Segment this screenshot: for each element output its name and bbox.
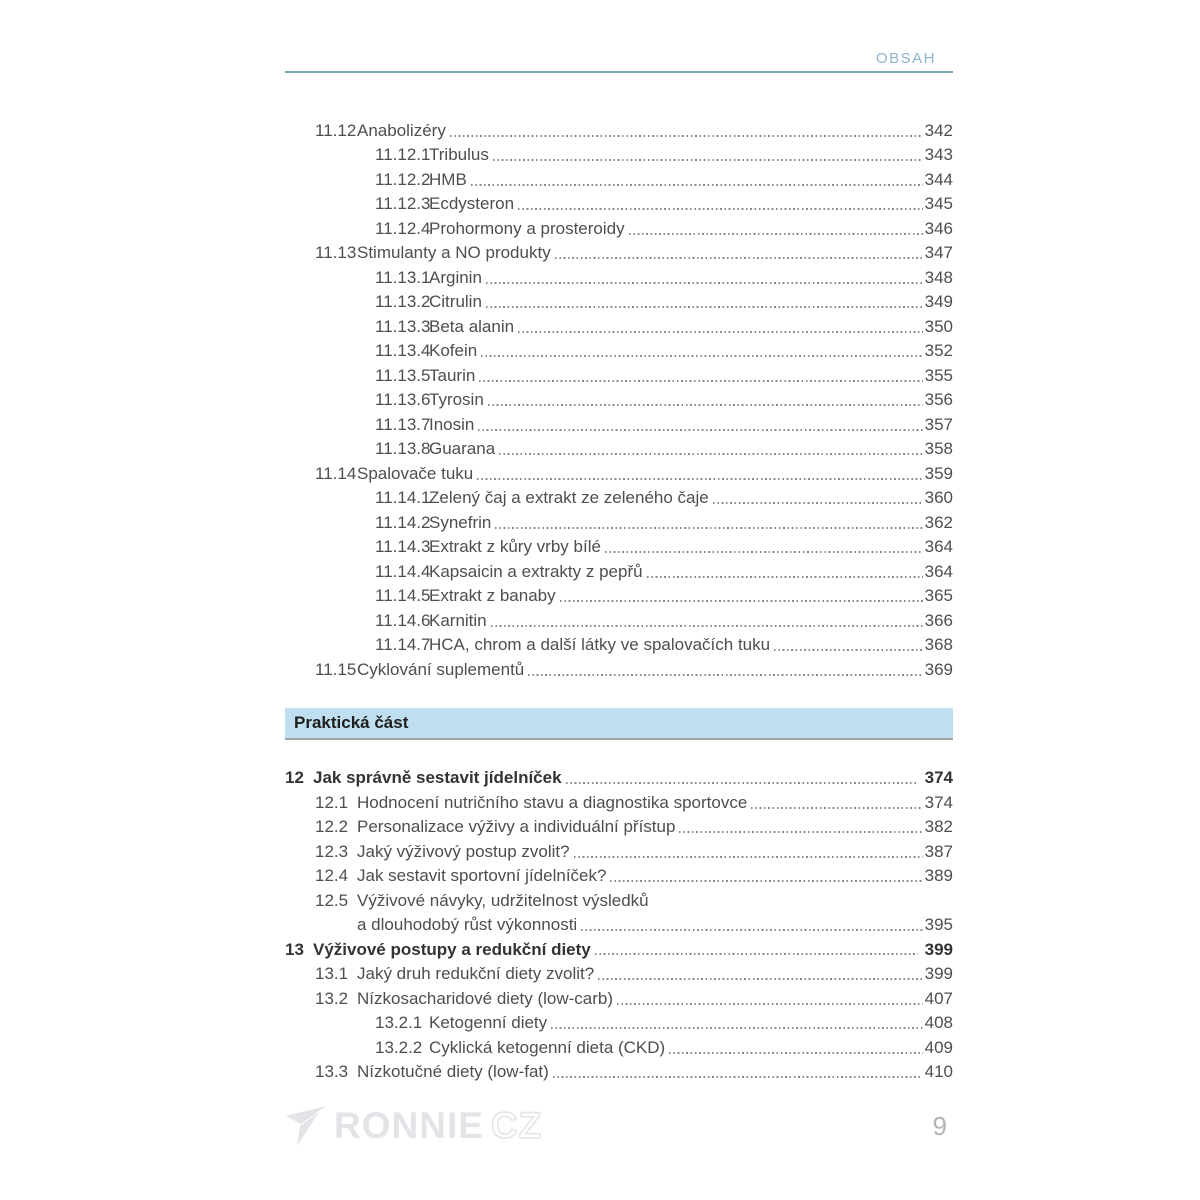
dot-leader: [486, 282, 923, 284]
entry-title: Spalovače tuku: [357, 463, 474, 483]
toc-entry: [285, 263, 953, 288]
logo-text: RONNIE: [334, 1105, 484, 1146]
entry-number: 13.3: [315, 1062, 349, 1081]
entry-title: Beta alanin: [429, 316, 515, 336]
entry-page: 352: [924, 341, 953, 360]
entry-number: 12.1: [315, 792, 349, 812]
dot-leader: [477, 478, 922, 480]
entry-number: 11.15: [315, 659, 357, 679]
dot-leader: [555, 257, 923, 259]
entry-title: Stimulanty a NO produkty: [357, 243, 551, 262]
entry-number: 12.2: [315, 817, 349, 836]
entry-page: 408: [924, 1013, 953, 1032]
entry-title: Inosin: [429, 414, 475, 434]
toc-entry: [285, 386, 953, 411]
dot-leader: [553, 1076, 923, 1078]
entry-page: 345: [924, 194, 953, 213]
toc-entry: [285, 435, 953, 460]
entry-page: 344: [924, 169, 953, 189]
entry-number: 11.14.6: [375, 610, 431, 630]
ronnie-logo: [285, 1105, 542, 1147]
toc-entry: [285, 288, 953, 313]
entry-page: 360: [924, 488, 953, 507]
entry-page: 356: [924, 390, 953, 409]
dot-leader: [493, 159, 923, 161]
toc-entry: [285, 239, 953, 264]
dot-leader: [574, 856, 923, 858]
entry-page: 348: [924, 267, 953, 287]
toc-entry: [285, 1033, 953, 1058]
entry-number: 11.14.5: [375, 586, 431, 605]
entry-page: 349: [924, 292, 953, 311]
dot-leader: [679, 831, 922, 833]
toc-entry: [285, 764, 953, 789]
toc-entry: [285, 459, 953, 484]
entry-title: Tyrosin: [429, 390, 484, 409]
entry-number: 11.13.6: [375, 390, 431, 409]
dot-leader: [566, 782, 918, 784]
toc-entry: [285, 141, 953, 166]
dot-leader: [518, 331, 923, 333]
entry-title: Extrakt z banaby: [429, 586, 556, 605]
entry-title: Nízkosacharidové diety (low-carb): [357, 988, 614, 1008]
entry-number: 12.4: [315, 866, 349, 885]
entry-title: Výživové návyky, udržitelnost výsledků: [357, 890, 649, 910]
entry-page: 350: [924, 316, 953, 336]
entry-title: Kapsaicin a extrakty z pepřů: [429, 561, 643, 581]
page-header-label: OBSAH: [875, 50, 936, 67]
entry-title: Cyklování suplementů: [357, 659, 525, 679]
entry-number: 11.12: [315, 120, 357, 140]
entry-number: 11.14: [315, 463, 357, 483]
toc-entry: [285, 582, 953, 607]
dot-leader: [518, 208, 923, 210]
entry-number: 13.2: [315, 988, 349, 1008]
dot-leader: [450, 135, 923, 137]
entry-title: HCA, chrom a další látky ve spalovačích tuku: [429, 635, 771, 654]
dot-leader: [486, 306, 923, 308]
toc-entry: [285, 911, 953, 936]
entry-title: Citrulin: [429, 292, 482, 311]
entry-page: 355: [924, 365, 953, 385]
toc-entry: [285, 960, 953, 985]
entry-page: 343: [924, 145, 953, 164]
entry-page: 389: [924, 866, 953, 885]
dot-leader: [617, 1003, 923, 1005]
toc-entry: [285, 1058, 953, 1083]
entry-number: 13.2.1: [375, 1013, 423, 1032]
entry-page: 410: [924, 1062, 953, 1081]
entry-page: 382: [924, 817, 953, 836]
entry-title: Arginin: [429, 267, 482, 287]
entry-number: 13.1: [315, 964, 349, 983]
entry-page: 347: [924, 243, 953, 262]
entry-title: Jak správně sestavit jídelníček: [313, 768, 562, 787]
entry-title: Anabolizéry: [357, 120, 446, 140]
entry-title: Ketogenní diety: [429, 1013, 548, 1032]
toc-entry: [285, 410, 953, 435]
entry-number: 11.14.3: [375, 537, 431, 556]
toc-entry: [285, 1009, 953, 1034]
entry-title: Cyklická ketogenní dieta (CKD): [429, 1037, 666, 1057]
part-section-label: Praktická část: [294, 712, 409, 732]
toc-entries-block: [285, 116, 953, 680]
entry-number: 11.12.4: [375, 218, 431, 238]
page-header: [285, 0, 953, 74]
entry-title: Nízkotučné diety (low-fat): [357, 1062, 549, 1081]
entry-number: 11.13.4: [375, 341, 431, 360]
entry-title: Taurin: [429, 365, 476, 385]
toc-entry: [285, 361, 953, 386]
entry-page: 359: [924, 463, 953, 483]
toc-entry: [285, 631, 953, 656]
entry-number: 11.13.5: [375, 365, 431, 385]
entry-page: 395: [924, 915, 953, 934]
dot-leader: [713, 502, 923, 504]
ronnie-arrow-icon: [285, 1105, 327, 1147]
entry-number: 11.12.3: [375, 194, 431, 213]
toc-entry: [285, 862, 953, 887]
dot-leader: [669, 1052, 922, 1054]
entry-title: Personalizace výživy a individuální přístup: [357, 817, 676, 836]
toc-entry: [285, 484, 953, 509]
entry-title: Ecdysteron: [429, 194, 515, 213]
entry-number: 11.13: [315, 243, 357, 262]
toc-entry: [285, 337, 953, 362]
toc-entry: [285, 788, 953, 813]
dot-leader: [479, 380, 922, 382]
toc-entry: [285, 813, 953, 838]
entry-number: 12.3: [315, 841, 349, 861]
entry-title: Kofein: [429, 341, 478, 360]
entry-title: Výživové postupy a redukční diety: [313, 939, 591, 959]
entry-page: 399: [924, 939, 953, 959]
dot-leader: [751, 807, 922, 809]
entry-number: 12: [285, 768, 304, 787]
entry-title: Tribulus: [429, 145, 489, 164]
entry-page: 364: [924, 537, 953, 556]
dot-leader: [598, 978, 922, 980]
toc-entry: [285, 165, 953, 190]
entry-number: 12.5: [315, 890, 349, 910]
entry-number: 11.12.2: [375, 169, 431, 189]
toc-entry: [285, 533, 953, 558]
entry-title: Synefrin: [429, 512, 492, 532]
entry-title: Extrakt z kůry vrby bílé: [429, 537, 601, 556]
entry-title: Jaký výživový postup zvolit?: [357, 841, 570, 861]
dot-leader: [647, 576, 923, 578]
dot-leader: [471, 184, 923, 186]
entry-number: 11.14.1: [375, 488, 431, 507]
dot-leader: [491, 625, 923, 627]
dot-leader: [595, 953, 918, 955]
toc-entry: [285, 557, 953, 582]
page-footer: [285, 1105, 953, 1147]
header-rule: [285, 71, 953, 73]
entry-page: 365: [924, 586, 953, 605]
entry-page: 342: [924, 120, 953, 140]
entry-title: Prohormony a prosteroidy: [429, 218, 625, 238]
toc-entry: [285, 606, 953, 631]
entry-title: Jak sestavit sportovní jídelníček?: [357, 866, 607, 885]
table-of-contents: [285, 116, 953, 1082]
entry-number: 11.13.8: [375, 439, 431, 458]
toc-entry: [285, 214, 953, 239]
entry-page: 374: [924, 768, 953, 787]
entry-number: 11.13.1: [375, 267, 431, 287]
entry-title: Zelený čaj a extrakt ze zeleného čaje: [429, 488, 709, 507]
entry-page: 368: [924, 635, 953, 654]
toc-entry: [285, 116, 953, 141]
toc-entry: [285, 984, 953, 1009]
dot-leader: [488, 404, 923, 406]
dot-leader: [528, 674, 922, 676]
entry-page: 357: [924, 414, 953, 434]
dot-leader: [499, 453, 922, 455]
dot-leader: [629, 233, 923, 235]
entry-page: 364: [924, 561, 953, 581]
entry-page: 346: [924, 218, 953, 238]
entry-page: 407: [924, 988, 953, 1008]
entry-page: 358: [924, 439, 953, 458]
entry-title: Hodnocení nutričního stavu a diagnostika sportovce: [357, 792, 748, 812]
part-section-band: [285, 708, 953, 740]
toc-entry: [285, 935, 953, 960]
entry-number: 11.13.2: [375, 292, 431, 311]
dot-leader: [605, 551, 923, 553]
entry-number: 13.2.2: [375, 1037, 423, 1057]
entry-title: Jaký druh redukční diety zvolit?: [357, 964, 595, 983]
toc-entry: [285, 655, 953, 680]
entry-page: 409: [924, 1037, 953, 1057]
entry-title: a dlouhodobý růst výkonnosti: [357, 915, 578, 934]
entry-page: 369: [924, 659, 953, 679]
entry-number: 11.14.4: [375, 561, 431, 581]
entry-page: 374: [924, 792, 953, 812]
logo-suffix: CZ: [490, 1105, 543, 1146]
entry-title: Guarana: [429, 439, 496, 458]
page-number: 9: [932, 1110, 947, 1141]
dot-leader: [478, 429, 922, 431]
dot-leader: [551, 1027, 922, 1029]
toc-entry: [285, 886, 953, 911]
entry-title: Karnitin: [429, 610, 487, 630]
entry-page: 399: [924, 964, 953, 983]
entry-page: 387: [924, 841, 953, 861]
dot-leader: [560, 600, 923, 602]
entry-number: 11.12.1: [375, 145, 431, 164]
toc-entries-block: [285, 764, 953, 1083]
toc-entry: [285, 508, 953, 533]
dot-leader: [481, 355, 922, 357]
entry-page: 362: [924, 512, 953, 532]
entry-number: 13: [285, 939, 304, 959]
dot-leader: [774, 649, 923, 651]
dot-leader: [495, 527, 922, 529]
toc-entry: [285, 312, 953, 337]
entry-number: 11.14.2: [375, 512, 431, 532]
dot-leader: [610, 880, 922, 882]
entry-page: 366: [924, 610, 953, 630]
entry-title: HMB: [429, 169, 467, 189]
toc-entry: [285, 837, 953, 862]
dot-leader: [581, 929, 922, 931]
entry-number: 11.14.7: [375, 635, 431, 654]
entry-number: 11.13.3: [375, 316, 431, 336]
entry-number: 11.13.7: [375, 414, 431, 434]
toc-entry: [285, 190, 953, 215]
